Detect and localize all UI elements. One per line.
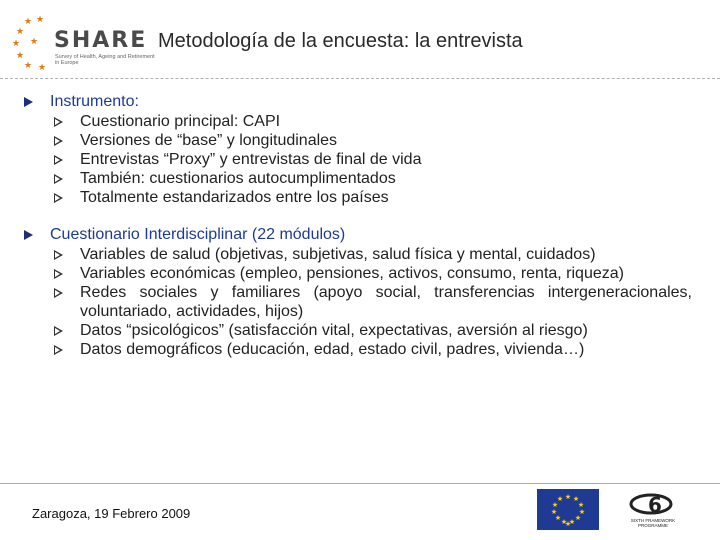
svg-text:★: ★	[30, 37, 39, 47]
section-heading	[22, 225, 692, 245]
svg-text:★: ★	[564, 520, 572, 528]
svg-text:★: ★	[560, 518, 568, 526]
list-item-text: Variables económicas (empleo, pensiones, activos, consumo, renta, riqueza)	[80, 265, 624, 282]
section-heading-text: Cuestionario Interdisciplinar (22 módulos)	[50, 226, 346, 243]
triangle-outline-bullet-icon	[54, 117, 63, 127]
list-item	[22, 131, 692, 150]
triangle-outline-bullet-icon	[54, 155, 63, 165]
section-heading	[22, 92, 692, 112]
section-heading-text: Instrumento:	[50, 93, 139, 110]
svg-text:★: ★	[38, 63, 47, 72]
list-item-text: Cuestionario principal: CAPI	[80, 113, 281, 130]
list-item	[22, 169, 692, 188]
list-item	[22, 150, 692, 169]
share-logo	[10, 14, 155, 72]
svg-text:★: ★	[568, 518, 576, 526]
triangle-bullet-icon	[24, 230, 33, 240]
triangle-outline-bullet-icon	[54, 250, 63, 260]
footer-divider	[0, 483, 720, 484]
svg-text:★: ★	[16, 27, 25, 37]
svg-text:★: ★	[577, 501, 585, 509]
triangle-outline-bullet-icon	[54, 136, 63, 146]
page-title: Metodología de la encuesta: la entrevista	[158, 30, 523, 52]
triangle-outline-bullet-icon	[54, 345, 63, 355]
footer-text: Zaragoza, 19 Febrero 2009	[32, 506, 191, 521]
svg-text:★: ★	[24, 17, 33, 27]
svg-text:6: 6	[648, 493, 662, 517]
triangle-bullet-icon	[24, 97, 33, 107]
triangle-outline-bullet-icon	[54, 269, 63, 279]
header-divider	[0, 78, 720, 79]
list-item	[22, 245, 692, 264]
eu-flag-icon	[537, 489, 599, 530]
svg-text:★: ★	[550, 508, 558, 516]
list-item	[22, 340, 692, 359]
list-item	[22, 283, 692, 321]
list-item-text: Datos “psicológicos” (satisfacción vital, expectativas, aversión al riesgo)	[80, 322, 588, 339]
list-item	[22, 264, 692, 283]
svg-text:★: ★	[572, 495, 580, 503]
list-item	[22, 188, 692, 207]
triangle-outline-bullet-icon	[54, 326, 63, 336]
list-item-text: Variables de salud (objetivas, subjetivas, salud física y mental, cuidados)	[80, 246, 596, 263]
svg-text:★: ★	[24, 61, 33, 71]
svg-text:★: ★	[578, 508, 586, 516]
triangle-outline-bullet-icon	[54, 174, 63, 184]
fp-label: SIXTH FRAMEWORK PROGRAMME	[630, 518, 676, 528]
logo-subtitle: Survey of Health, Ageing and Retirement in Europe	[55, 54, 155, 66]
slide-content	[22, 92, 692, 359]
logo-wordmark: SHARE	[54, 28, 148, 53]
svg-text:★: ★	[12, 39, 21, 49]
list-item-text: Redes sociales y familiares (apoyo social, transferencias intergeneracionales, voluntariado, actividades, hijos)	[80, 284, 692, 320]
svg-text:★: ★	[574, 514, 582, 522]
triangle-outline-bullet-icon	[54, 193, 63, 203]
list-item-text: También: cuestionarios autocumplimentados	[80, 170, 396, 187]
eu-stars-icon	[537, 489, 599, 530]
list-item	[22, 112, 692, 131]
list-item-text: Versiones de “base” y longitudinales	[80, 132, 338, 149]
svg-text:★: ★	[556, 495, 564, 503]
svg-text:★: ★	[551, 501, 559, 509]
svg-text:★: ★	[16, 51, 25, 61]
list-item-text: Totalmente estandarizados entre los países	[80, 189, 389, 206]
list-item-text: Entrevistas “Proxy” y entrevistas de final de vida	[80, 151, 422, 168]
svg-text:★: ★	[554, 514, 562, 522]
stars-arc-icon	[10, 14, 60, 72]
svg-text:★: ★	[36, 15, 45, 25]
svg-text:★: ★	[564, 493, 572, 501]
triangle-outline-bullet-icon	[54, 288, 63, 298]
list-item-text: Datos demográficos (educación, edad, estado civil, padres, vivienda…)	[80, 341, 585, 358]
list-item	[22, 321, 692, 340]
